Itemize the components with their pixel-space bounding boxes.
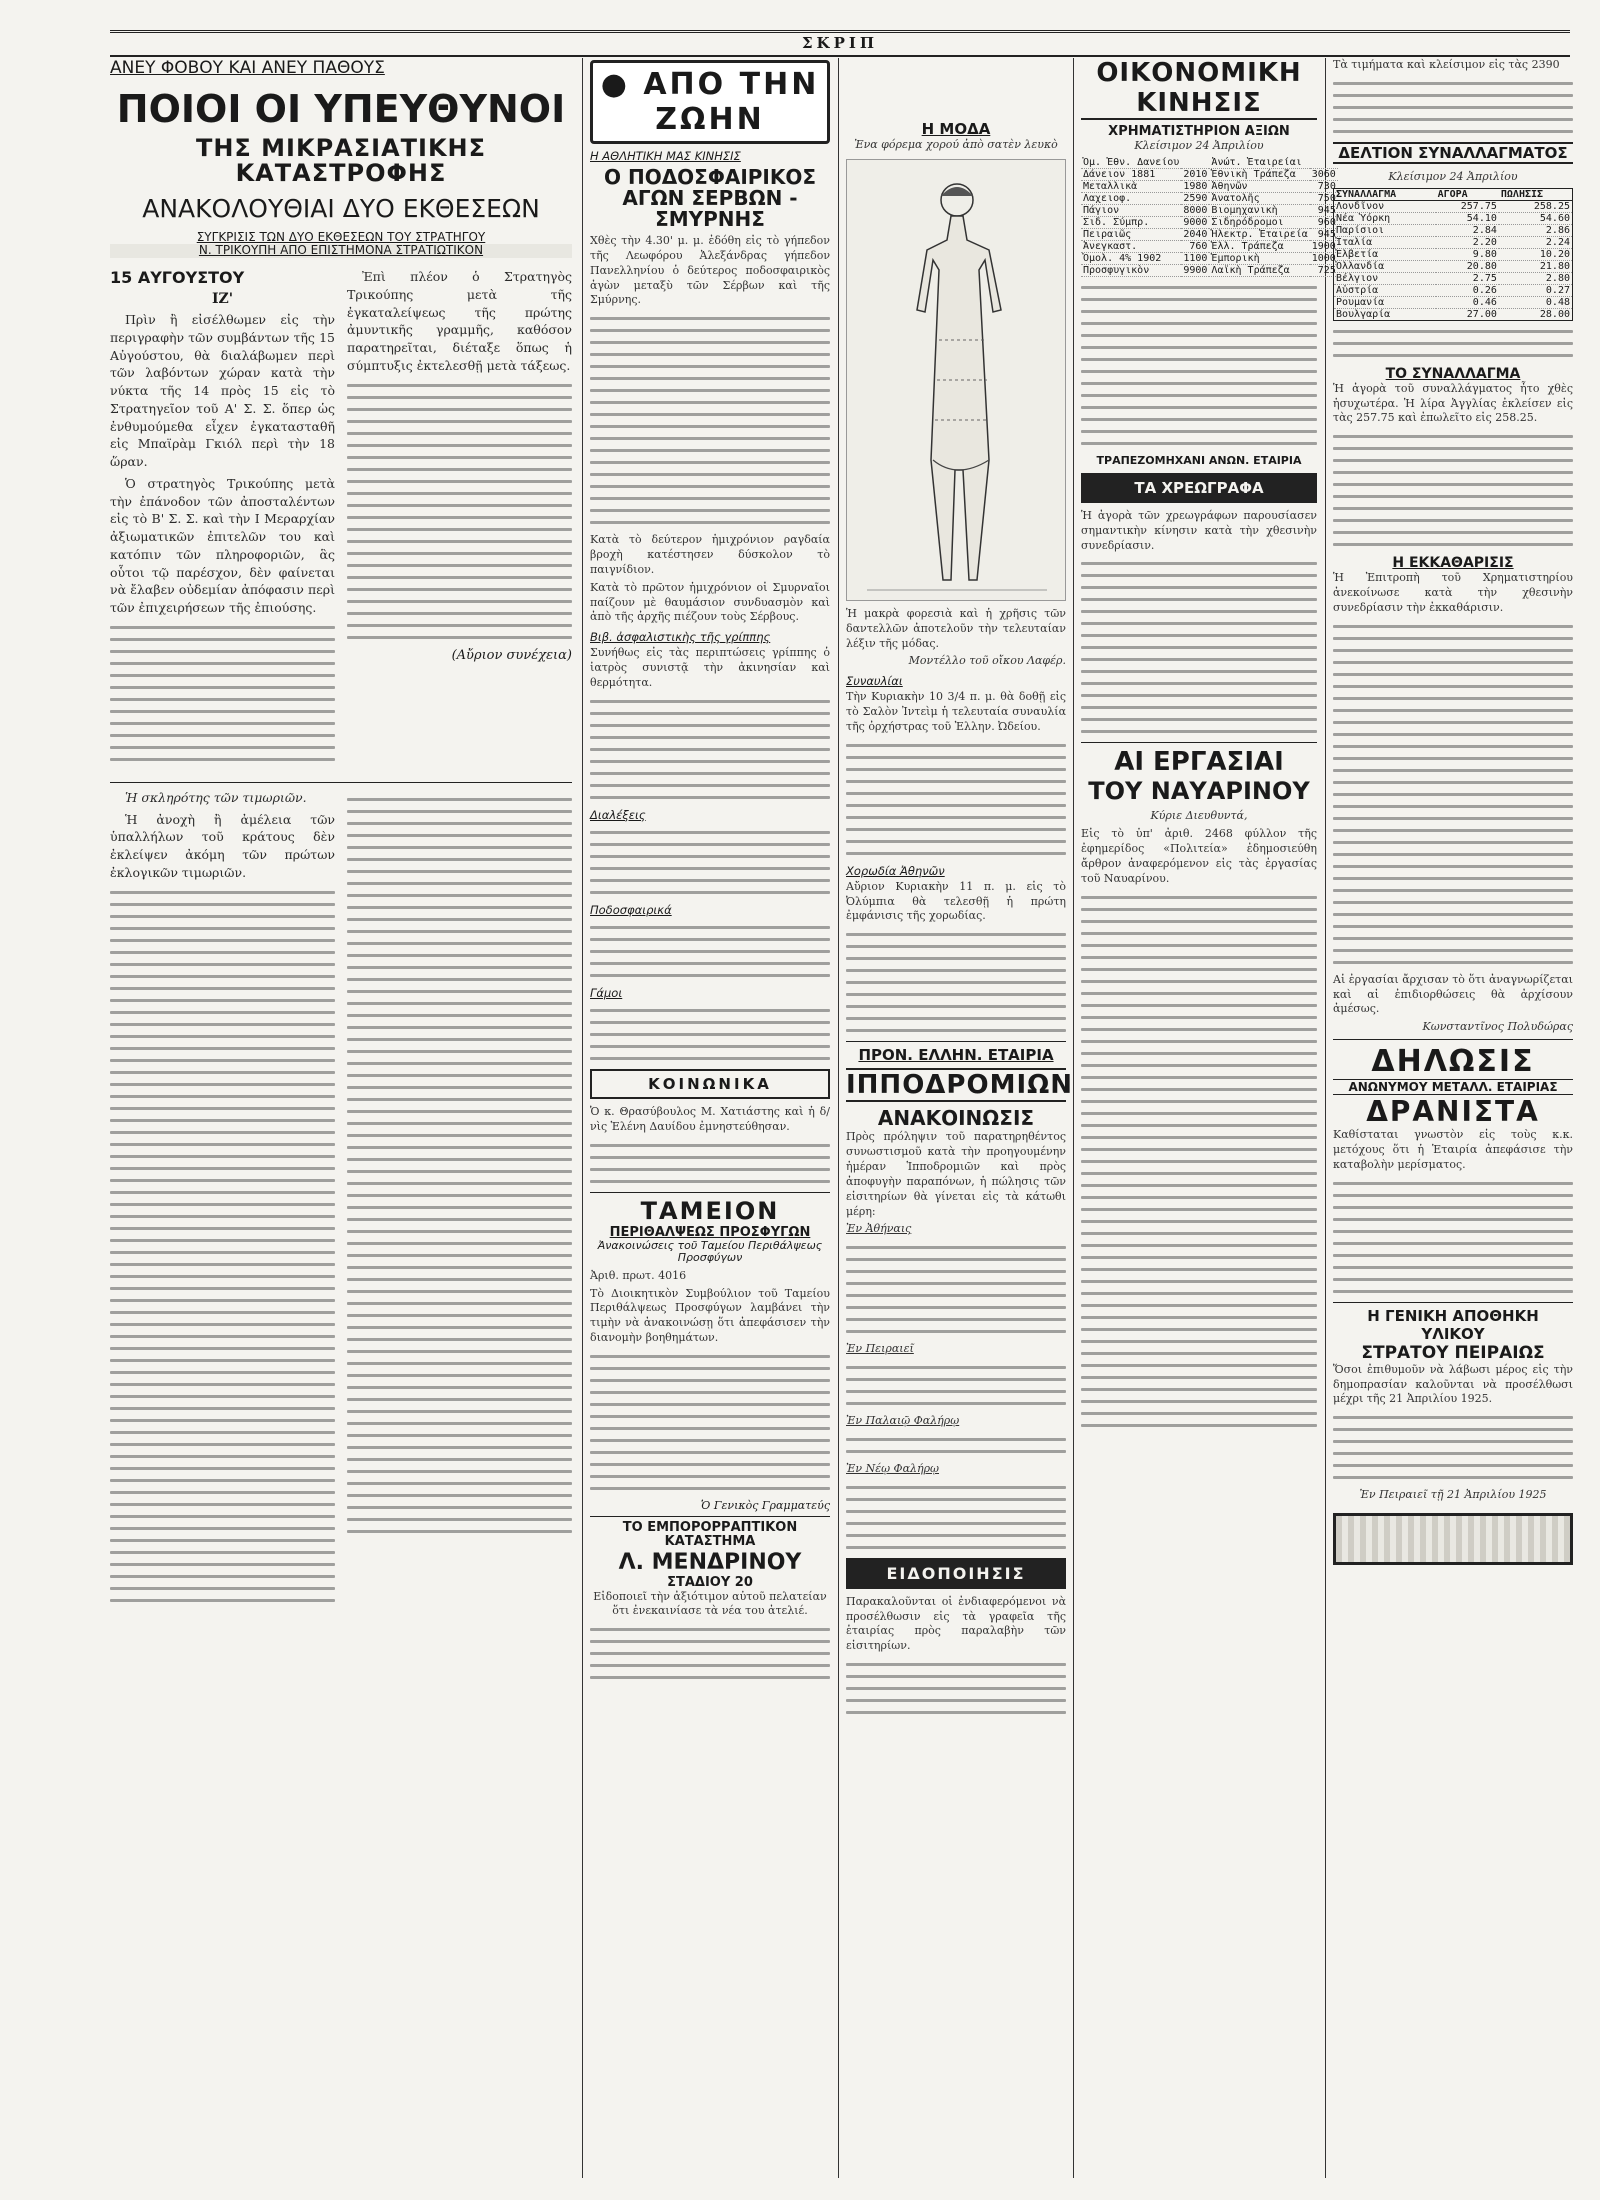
currency-cell: 2.20 xyxy=(1436,236,1499,248)
stock-cell: Δάνειον 1881 xyxy=(1081,168,1181,180)
stock-cell: 2010 xyxy=(1183,168,1208,180)
section-header-label: ΑΠΟ ΤΗΝ ΖΩΗΝ xyxy=(643,67,820,137)
stock-cell: Ἀνεγκαστ. xyxy=(1081,240,1181,252)
divider xyxy=(1081,742,1317,743)
headline-2: ΤΗΣ ΜΙΚΡΑΣΙΑΤΙΚΗΣ ΚΑΤΑΣΤΡΟΦΗΣ xyxy=(195,133,487,188)
stock-row xyxy=(1081,240,1338,252)
notice-text: Παρακαλοῦνται οἱ ἐνδιαφερόμενοι νὰ προσέλθωσιν εἰς τὰ γραφεῖα τῆς ἑταιρίας πρὸς παραλαβὴν τῶν εἰσιτηρίων. xyxy=(846,1594,1066,1653)
text-block xyxy=(590,1009,830,1060)
divider xyxy=(1333,1039,1573,1040)
weddings-label: Γάμοι xyxy=(590,985,623,1000)
dress-figure-icon xyxy=(847,160,1065,598)
securities-header: ΤΑ ΧΡΕΩΓΡΑΦΑ xyxy=(1081,473,1317,503)
fund-subtitle: ΠΕΡΙΘΑΛΨΕΩΣ ΠΡΟΣΦΥΓΩΝ xyxy=(609,1224,811,1240)
column-divider xyxy=(582,58,583,2178)
exchange-title: ΧΡΗΜΑΤΙΣΤΗΡΙΟΝ ΑΞΙΩΝ xyxy=(1108,124,1290,139)
concerts-text: Τὴν Κυριακὴν 10 3/4 π. μ. θὰ δοθῇ εἰς τὸ Σαλὸν Ἰντεὶμ ἡ τελευταία συναυλία τῆς ὀρχήστρας τοῦ Ἑλλην. Ὠδείου. xyxy=(846,690,1066,733)
text-block xyxy=(846,1366,1066,1405)
fund-signature: Ὁ Γενικὸς Γραμματεύς xyxy=(700,1499,830,1512)
stock-cell: 750 xyxy=(1310,192,1338,204)
lectures-label: Διαλέξεις xyxy=(590,807,646,822)
stock-cell: Ἀνατολῆς xyxy=(1209,192,1309,204)
racing-place: Ἐν Νέῳ Φαλήρῳ xyxy=(846,1461,940,1475)
depot-subtitle: ΣΤΡΑΤΟΥ ΠΕΙΡΑΙΩΣ xyxy=(1361,1342,1545,1363)
text-block xyxy=(347,798,572,1533)
column-2 xyxy=(590,58,830,2178)
clearing-title: Η ΕΚΚΑΘΑΡΙΣΙΣ xyxy=(1392,555,1514,572)
currency-cell: 20.80 xyxy=(1436,260,1499,272)
currency-row xyxy=(1334,284,1573,296)
stock-cell: 945 xyxy=(1310,228,1338,240)
racing-ad-text: Πρὸς πρόληψιν τοῦ παρατηρηθέντος συνωστισμοῦ κατὰ τὴν προηγουμένην ἡμέραν Ἱπποδρομιῶν καὶ πρὸς ἀποφυγὴν παραπόνων, ἡ πώλησις τῶν εἰσιτηρίων θὰ γίνεται εἰς τὰ κάτωθι μέρη: xyxy=(846,1130,1066,1218)
currency-col-header: ΣΥΝΑΛΛΑΓΜΑ xyxy=(1334,188,1436,200)
text-block xyxy=(1333,625,1573,964)
tailor-ad-title: ΤΟ ΕΜΠΟΡΟΡΡΑΠΤΙΚΟΝ ΚΑΤΑΣΤΗΜΑ xyxy=(622,1520,798,1550)
article-paragraph: Πρὶν ἢ εἰσέλθωμεν εἰς τὴν περιγραφὴν τῶν συμβάντων τῆς 15 Αὐγούστου, θὰ διαλάβωμεν περὶ τῶν λαβόντων χώραν κατὰ τὴν νύκτα τῆς 14 πρὸς 15 εἰς τὸ Στρατηγεῖον τοῦ Α' Σ. Σ. ὅπερ ὡς ἐνθυμούμεθα εἶχεν ἐγκατασταθῆ εἰς Μπαϊρὰμ Γκιόλ περὶ τὴν 18 ὥραν. xyxy=(110,312,335,470)
text-block xyxy=(1333,1182,1573,1293)
intro-text: Τὰ τιμήματα καὶ κλείσιμον εἰς τὰς 2390 xyxy=(1333,58,1560,71)
racing-place: Ἐν Ἀθήναις xyxy=(846,1222,912,1236)
fund-text: Τὸ Διοικητικὸν Συμβούλιον τοῦ Ταμείου Περιθάλψεως Προσφύγων λαμβάνει τὴν τιμὴν νὰ ἀνακοινώσῃ ὅτι ἀπεφάσισεν τὴν διανομὴν βοηθημάτων. xyxy=(590,1286,830,1345)
tailor-ad-address: ΣΤΑΔΙΟΥ 20 xyxy=(667,1574,753,1590)
text-block xyxy=(590,1628,830,1679)
stock-cell: 760 xyxy=(1181,240,1209,252)
navarino-text: Εἰς τὸ ὑπ' ἀριθ. 2468 φύλλον τῆς ἐφημερίδος «Πολιτεία» ἐδημοσιεύθη ἄρθρον ἀναφερόμενον εἰς τὰς ἐργασίας τοῦ Ναυαρίνου. xyxy=(1081,827,1317,885)
economy-header: ΟΙΚΟΝΟΜΙΚΗ ΚΙΝΗΣΙΣ xyxy=(1081,58,1317,120)
lower-paragraph: Ἡ ἀνοχὴ ἢ ἀμέλεια τῶν ὑπαλλήλων τοῦ κράτους δὲν ἐκλείψεν ἀκόμη τῶν πρώτων ἐκλογικῶν τιμωριῶν. xyxy=(110,811,335,880)
currency-title: ΔΕΛΤΙΟΝ ΣΥΝΑΛΛΑΓΜΑΤΟΣ xyxy=(1333,142,1573,164)
divider xyxy=(590,1516,830,1517)
fashion-title: Η ΜΟΔΑ xyxy=(921,120,991,138)
currency-table xyxy=(1333,188,1573,321)
stock-cell: Λαχειοφ. xyxy=(1081,192,1181,204)
stock-cell: 1900 xyxy=(1311,240,1336,252)
currency-cell: Ἰταλία xyxy=(1334,236,1436,248)
navarino-title-2: ΤΟΥ ΝΑΥΑΡΙΝΟΥ xyxy=(1088,777,1310,806)
text-block xyxy=(1333,1416,1573,1479)
stock-row xyxy=(1081,264,1338,276)
column-1 xyxy=(110,58,572,2178)
securities-text: Ἡ ἀγορὰ τῶν χρεωγράφων παρουσίασεν σημαντικὴν κίνησιν κατὰ τὴν χθεσινὴν συνεδρίασιν. xyxy=(1081,508,1317,552)
masthead: ΣΚΡΙΠ xyxy=(110,30,1570,57)
currency-cell: Παρίσιοι xyxy=(1334,224,1436,236)
text-block xyxy=(846,1438,1066,1453)
tailor-ad-text: Εἰδοποιεῖ τὴν ἀξιότιμον αὐτοῦ πελατείαν ὅτι ἐνεκαινίασε τὰ νέα του ἀτελιέ. xyxy=(593,1589,827,1618)
notice-header: ΕΙΔΟΠΟΙΗΣΙΣ xyxy=(846,1558,1066,1589)
fx-section-text: Ἡ ἀγορὰ τοῦ συναλλάγματος ἦτο χθὲς ἡσυχωτέρα. Ἡ λίρα Ἀγγλίας ἐκλείσεν εἰς τὰς 257.75 καὶ ἐπωλεῖτο εἰς 258.25. xyxy=(1333,381,1573,425)
fund-announcement: Ἀνακοινώσεις τοῦ Ταμείου Περιθάλψεως Προσφύγων xyxy=(597,1238,823,1265)
stock-cell: Ἐμπορικὴ xyxy=(1209,252,1309,264)
header-spacer xyxy=(846,58,1066,120)
currency-cell: Ἑλβετία xyxy=(1334,248,1436,260)
declaration-title: ΔΗΛΩΣΙΣ xyxy=(1371,1044,1535,1080)
currency-cell: Νέα Ὑόρκη xyxy=(1334,212,1436,224)
text-block xyxy=(1081,562,1317,733)
lower-right xyxy=(347,789,572,1611)
fund-title: ΤΑΜΕΙΟΝ xyxy=(640,1196,780,1225)
depot-date: Ἐν Πειραιεῖ τῇ 21 Ἀπριλίου 1925 xyxy=(1359,1488,1547,1502)
declaration-company: ΑΝΩΝΥΜΟΥ ΜΕΤΑΛΛ. ΕΤΑΙΡΙΑΣ xyxy=(1333,1079,1573,1095)
currency-cell: 0.27 xyxy=(1499,284,1573,296)
divider xyxy=(110,782,572,783)
text-block xyxy=(1081,896,1317,1427)
currency-row xyxy=(1334,224,1573,236)
text-block xyxy=(846,933,1066,1032)
stock-cell: 1980 xyxy=(1183,180,1208,192)
health-label: Βιβ. ἀσφαλιστικὴς τῆς γρίππης xyxy=(590,630,771,645)
currency-row xyxy=(1334,272,1573,284)
currency-col-header: ΑΓΟΡΑ xyxy=(1436,188,1499,200)
stock-row xyxy=(1081,192,1338,204)
currency-cell: 2.75 xyxy=(1436,272,1499,284)
stock-cell: 2040 xyxy=(1183,228,1208,240)
declaration-text: Καθίσταται γνωστὸν εἰς τοὺς κ.κ. μετόχους ὅτι ἡ Ἑταιρία ἀπεφάσισε τὴν καταβολὴν μερίσματος. xyxy=(1333,1128,1573,1171)
column-divider xyxy=(1325,58,1326,2178)
fashion-text: Ἡ μακρὰ φορεσιὰ καὶ ἡ χρῆσις τῶν δαντελλῶν ἀποτελοῦν τὴν τελευταίαν λέξιν τῆς μόδας. xyxy=(846,606,1066,650)
choir-text: Αὔριον Κυριακὴν 11 π. μ. εἰς τὸ Ὀλύμπια θὰ τελεσθῇ ἡ πρώτη ἐμφάνισις τῆς χορωδίας. xyxy=(846,879,1066,923)
exchange-date: Κλείσιμον 24 Ἀπριλίου xyxy=(1134,139,1264,152)
letter-signature: Κωνσταντῖνος Πολυδώρας xyxy=(1422,1020,1573,1034)
article-right xyxy=(347,268,572,770)
currency-cell: 0.26 xyxy=(1436,284,1499,296)
stock-cell: 725 xyxy=(1310,264,1338,276)
fashion-caption: Ἐνα φόρεμα χορού ἀπὸ σατὲν λευκὸ xyxy=(854,138,1058,151)
currency-row xyxy=(1334,260,1573,272)
health-paragraph: Συνήθως εἰς τὰς περιπτώσεις γρίππης ὁ ἰατρὸς συνιστᾷ τὴν ἀκινησίαν καὶ θερμότητα. xyxy=(590,646,830,689)
depot-title: Η ΓΕΝΙΚΗ ΑΠΟΘΗΚΗ ΥΛΙΚΟΥ xyxy=(1367,1306,1539,1343)
subheading-2: Ν. ΤΡΙΚΟΥΠΗ ΑΠΟ ΕΠΙΣΤΗΜΟΝΑ ΣΤΡΑΤΙΩΤΙΚΟΝ xyxy=(110,244,572,258)
racing-place: Ἐν Πειραιεῖ xyxy=(846,1342,914,1356)
stock-cell: Λαϊκὴ Τράπεζα xyxy=(1209,264,1309,276)
sports-paragraph: Κατὰ τὸ δεύτερον ἡμιχρόνιον ραγδαία βροχὴ κατέστησεν δύσκολον τὸ παιγνίδιον. xyxy=(590,533,830,576)
racing-ad-subtitle: ΑΝΑΚΟΙΝΩΣΙΣ xyxy=(877,1106,1035,1131)
article-columns xyxy=(110,268,572,770)
tailor-ad-name: Λ. ΜΕΝΔΡΙΝΟΥ xyxy=(618,1549,802,1575)
stock-cell: Ὁμολ. 4% 1902 xyxy=(1081,252,1181,264)
currency-row xyxy=(1334,308,1573,320)
stock-cell xyxy=(1181,157,1209,169)
dateline: 15 ΑΥΓΟΥΣΤΟΥ xyxy=(110,268,245,288)
currency-cell: Λονδῖνον xyxy=(1334,200,1436,212)
headline: ΠΟΙΟΙ ΟΙ ΥΠΕΥΘΥΝΟΙ xyxy=(116,87,566,131)
stock-table xyxy=(1081,157,1338,277)
stock-row xyxy=(1081,216,1338,228)
stock-cell: Ἡλεκτρ. Ἑταιρεία xyxy=(1211,228,1308,240)
text-block xyxy=(347,384,572,639)
currency-cell: 257.75 xyxy=(1436,200,1499,212)
stock-cell: Σιδηρόδρομοι xyxy=(1209,216,1309,228)
column-5 xyxy=(1333,58,1573,2178)
text-block xyxy=(110,891,335,1602)
stock-cell: 9000 xyxy=(1183,216,1208,228)
currency-cell: 54.60 xyxy=(1499,212,1573,224)
currency-cell: 10.20 xyxy=(1499,248,1573,260)
stock-cell: Βιομηχανικὴ xyxy=(1209,204,1309,216)
currency-cell: 0.48 xyxy=(1499,296,1573,308)
lower-heading: Ἡ σκληρότης τῶν τιμωριῶν. xyxy=(125,789,307,805)
currency-cell: 27.00 xyxy=(1436,308,1499,320)
currency-row xyxy=(1334,296,1573,308)
stock-cell: Ἀνώτ. Ἑταιρείαι xyxy=(1209,157,1309,169)
currency-row xyxy=(1334,212,1573,224)
letter-text: Αἱ ἐργασίαι ἄρχισαν τὸ ὅτι ἀναγνωρίζεται καὶ αἱ ἐπιδιορθώσεις θὰ ἀρχίσουν ἀμέσως. xyxy=(1333,972,1573,1016)
currency-cell: 0.46 xyxy=(1436,296,1499,308)
text-block xyxy=(110,626,335,761)
section-header xyxy=(590,60,830,144)
currency-cell: 258.25 xyxy=(1499,200,1573,212)
stock-cell: 730 xyxy=(1310,180,1338,192)
article-paragraph: Ἐπὶ πλέον ὁ Στρατηγὸς Τρικούπης μετὰ τῆς ἐγκαταλείψεως τῆς πρώτης ἀμυντικῆς γραμμῆς, καθόσον παρατηρεῖται, διέταξε ὅπως ἡ σύμπτυξις ἐκτελεσθῇ μετὰ τάξεως. xyxy=(347,269,572,373)
stock-row xyxy=(1081,157,1338,169)
lower-columns xyxy=(110,789,572,1611)
social-paragraph: Ὁ κ. Θρασύβουλος Μ. Χατιάστης καὶ ἡ δ/νὶς Ἑλένη Δαυίδου ἐμνηστεύθησαν. xyxy=(590,1104,830,1133)
text-block xyxy=(1081,286,1317,445)
currency-cell: 2.86 xyxy=(1499,224,1573,236)
divider xyxy=(1333,1302,1573,1303)
declaration-name: ΔΡΑΝΙΣΤΑ xyxy=(1366,1095,1540,1129)
choir-label: Χορωδία Ἀθηνῶν xyxy=(846,863,945,878)
stock-cell: 960 xyxy=(1310,216,1338,228)
stock-cell: 1100 xyxy=(1183,252,1208,264)
currency-cell: 21.80 xyxy=(1499,260,1573,272)
stock-cell: 8000 xyxy=(1183,204,1208,216)
currency-cell: 28.00 xyxy=(1499,308,1573,320)
stock-cell: Πειραιῶς xyxy=(1081,228,1181,240)
currency-cell: Ρουμανία xyxy=(1334,296,1436,308)
text-block xyxy=(1333,435,1573,546)
text-block xyxy=(846,1246,1066,1333)
sports-paragraph: Κατὰ τὸ πρῶτον ἡμιχρόνιον οἱ Σμυρναῖοι παίζουν μὲ θαυμάσιον συνδυασμὸν καὶ ἀπὸ τῆς ἀρχῆς πιέζουν τοὺς Σέρβους. xyxy=(590,580,830,624)
clearing-text: Ἡ Ἐπιτροπὴ τοῦ Χρηματιστηρίου ἀνεκοίνωσε κατὰ τὴν χθεσινὴν συνεδρίασιν τὴν ἐκκαθάρισιν. xyxy=(1333,571,1573,614)
sports-title: Ο ΠΟΔΟΣΦΑΙΡΙΚΟΣ ΑΓΩΝ ΣΕΡΒΩΝ - ΣΜΥΡΝΗΣ xyxy=(603,165,817,231)
stock-cell: Ἐθνικὴ Τράπεζα xyxy=(1209,168,1309,180)
continued-note: (Αὔριον συνέχεια) xyxy=(451,647,572,663)
stock-cell: Προσφυγικὸν xyxy=(1081,264,1181,276)
stock-row xyxy=(1081,168,1338,180)
currency-row xyxy=(1334,200,1573,212)
football-label: Ποδοσφαιρικά xyxy=(590,902,672,917)
stock-row xyxy=(1081,252,1338,264)
stock-cell: 3060 xyxy=(1311,168,1336,180)
headline-3: ΑΝΑΚΟΛΟΥΘΙΑΙ ΔΥΟ ΕΚΘΕΣΕΩΝ xyxy=(142,194,540,224)
navarino-title: ΑΙ ΕΡΓΑΣΙΑΙ xyxy=(1114,747,1284,778)
text-block xyxy=(1333,330,1573,357)
currency-cell: Ὁλλανδία xyxy=(1334,260,1436,272)
company-title: ΤΡΑΠΕΖΟΜΗΧΑΝΙ ΑΝΩΝ. ΕΤΑΙΡΙΑ xyxy=(1096,453,1302,467)
currency-row xyxy=(1334,248,1573,260)
text-block xyxy=(590,1355,830,1490)
column-4 xyxy=(1081,58,1336,2178)
racing-place: Ἐν Παλαιῷ Φαλήρῳ xyxy=(846,1414,960,1428)
currency-cell: 9.80 xyxy=(1436,248,1499,260)
currency-cell: 54.10 xyxy=(1436,212,1499,224)
divider xyxy=(846,1041,1066,1042)
stock-row xyxy=(1081,228,1338,240)
text-block xyxy=(1333,82,1573,133)
stamp-block xyxy=(1333,1513,1573,1565)
text-block xyxy=(590,1144,830,1183)
racing-ad-company: ΠΡΟΝ. ΕΛΛΗΝ. ΕΤΑΙΡΙΑ xyxy=(858,1046,1054,1065)
stock-cell: 1000 xyxy=(1311,252,1336,264)
racing-ad-title: ΙΠΠΟΔΡΟΜΙΩΝ xyxy=(846,1070,1073,1101)
stock-cell: 945 xyxy=(1310,204,1338,216)
text-block xyxy=(590,926,830,977)
divider xyxy=(590,1192,830,1193)
stock-cell: Πάγιον xyxy=(1081,204,1181,216)
chapter-number: ΙΖ' xyxy=(211,291,234,308)
depot-text: Ὅσοι ἐπιθυμοῦν νὰ λάβωσι μέρος εἰς τὴν δημοπρασίαν καλοῦνται νὰ προσέλθωσι μέχρι τῆς 21 Ἀπριλίου 1925. xyxy=(1333,1362,1573,1406)
currency-cell: Βέλγιον xyxy=(1334,272,1436,284)
fashion-illustration xyxy=(846,159,1066,601)
article-paragraph: Ὁ στρατηγὸς Τρικούπης μετὰ τὴν ἐπάνοδον τῶν ἀποσταλέντων εἰς τὸ Β' Σ. Σ. καὶ τὴν I Μεραρχίαν ἀξιωματικῶν ἐπιτελῶν του καὶ κατόπιν τῶν πληροφοριῶν, ἃς οὗτοι τῷ παρέσχον, δὲν φαίνεται νὰ ἔλαβεν οὐδεμίαν ἀπόφασιν περὶ τῶν ἐπιχειρήσεων τῆς ἐπιούσης. xyxy=(110,475,335,616)
stock-cell: 2590 xyxy=(1183,192,1208,204)
stock-cell: Σιδ. Σύμπρ. xyxy=(1081,216,1181,228)
text-block xyxy=(846,1486,1066,1549)
currency-cell: Βουλγαρία xyxy=(1334,308,1436,320)
stock-cell: 9900 xyxy=(1183,264,1208,276)
text-block xyxy=(846,1663,1066,1714)
stock-cell: Μεταλλικὰ xyxy=(1081,180,1181,192)
subheading: ΣΥΓΚΡΙΣΙΣ ΤΩΝ ΔΥΟ ΕΚΘΕΣΕΩΝ ΤΟΥ ΣΤΡΑΤΗΓΟΥ xyxy=(196,229,486,244)
concerts-label: Συναυλίαι xyxy=(846,674,903,689)
currency-cell: 2.84 xyxy=(1436,224,1499,236)
stock-cell: Ἑλλ. Τράπεζα xyxy=(1209,240,1309,252)
text-block xyxy=(590,831,830,894)
column-divider xyxy=(838,58,839,2178)
social-header: ΚΟΙΝΩΝΙΚΑ xyxy=(590,1069,830,1099)
lower-left xyxy=(110,789,335,1611)
currency-cell: 2.24 xyxy=(1499,236,1573,248)
navarino-salutation: Κύριε Διευθυντά, xyxy=(1150,809,1248,823)
currency-date: Κλείσιμον 24 Ἀπριλίου xyxy=(1388,169,1518,183)
fund-protocol: Ἀριθ. πρωτ. 4016 xyxy=(590,1268,687,1282)
fashion-signature: Μοντέλλο τοῦ οἴκου Λαφέρ. xyxy=(908,654,1066,668)
header-ornament-icon: ● xyxy=(600,67,630,102)
currency-col-header: ΠΩΛΗΣΙΣ xyxy=(1499,188,1573,200)
currency-row xyxy=(1334,236,1573,248)
text-block xyxy=(590,700,830,799)
currency-cell: Αὐστρία xyxy=(1334,284,1436,296)
text-block xyxy=(846,744,1066,855)
stock-row xyxy=(1081,204,1338,216)
fx-section-title: ΤΟ ΣΥΝΑΛΛΑΓΜΑ xyxy=(1385,365,1521,382)
sports-paragraph: Χθὲς τὴν 4.30' μ. μ. ἐδόθη εἰς τὸ γήπεδον τῆς Λεωφόρου Ἀλεξάνδρας γήπεδον Πανελληνίου ὁ δεύτερος ποδοσφαιρικὸς ἀγὼν μεταξὺ τῶν Σέρβων καὶ τῆς Σμύρνης. xyxy=(590,234,830,307)
article-left xyxy=(110,268,335,770)
sports-label: Η ΑΘΛΗΤΙΚΗ ΜΑΣ ΚΙΝΗΣΙΣ xyxy=(590,149,741,163)
currency-cell: 2.80 xyxy=(1499,272,1573,284)
stock-cell: Ἀθηνῶν xyxy=(1209,180,1309,192)
stock-row xyxy=(1081,180,1338,192)
text-block xyxy=(590,317,830,524)
kicker: ΑΝΕΥ ΦΟΒΟΥ ΚΑΙ ΑΝΕΥ ΠΑΘΟΥΣ xyxy=(110,58,385,78)
stock-cell: Ὁμ. Ἐθν. Δανείου xyxy=(1083,156,1180,168)
column-3 xyxy=(846,58,1073,2178)
column-divider xyxy=(1073,58,1074,2178)
